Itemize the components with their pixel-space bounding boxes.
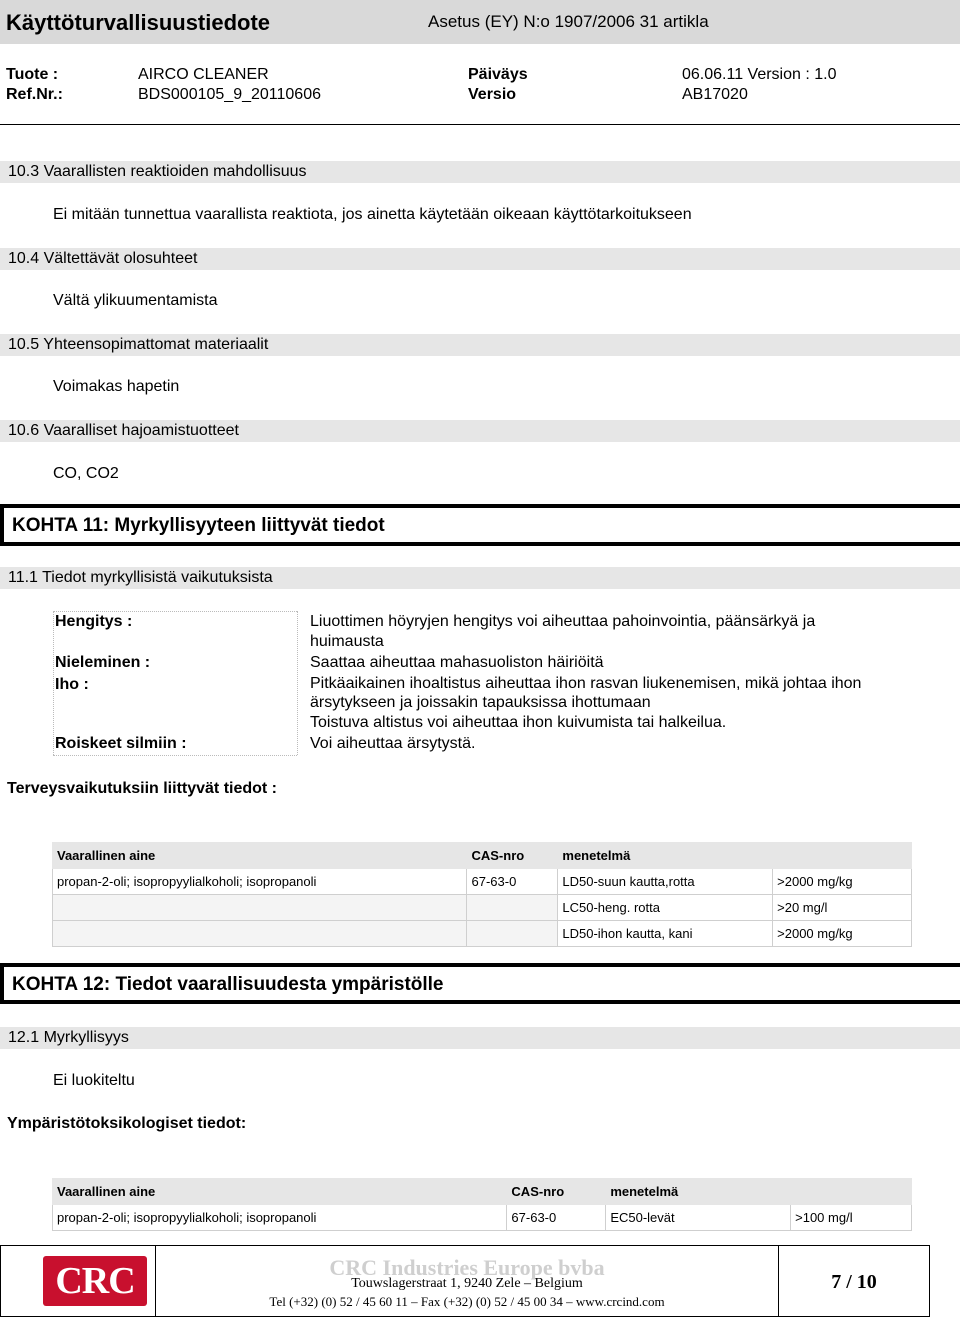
section-12-1-text: Ei luokiteltu: [53, 1072, 135, 1089]
section-10-4-heading: [0, 248, 960, 270]
silmiin-label: Roiskeet silmiin :: [55, 735, 187, 752]
table-cell: >20 mg/l: [773, 895, 912, 921]
tox-guide-line: [53, 611, 55, 755]
section-11-1-heading: [0, 567, 960, 589]
kohta-12-title: KOHTA 12: Tiedot vaarallisuudesta ympäristölle: [12, 974, 444, 995]
section-10-6-text: CO, CO2: [53, 465, 119, 482]
ref-label: Ref.Nr.:: [6, 86, 63, 103]
section-10-6-title: 10.6 Vaaralliset hajoamistuotteet: [8, 422, 239, 439]
table-cell: LD50-ihon kautta, kani: [558, 921, 773, 947]
date-value: 06.06.11 Version : 1.0: [682, 66, 837, 83]
section-12-1-title: 12.1 Myrkyllisyys: [8, 1029, 129, 1046]
header-cell-value: [773, 843, 912, 869]
table-row: [53, 921, 912, 947]
kohta-11-title: KOHTA 11: Myrkyllisyyteen liittyvät tiedot: [12, 515, 385, 536]
header-cell-method: menetelmä: [606, 1179, 791, 1205]
nieleminen-label: Nieleminen :: [55, 654, 151, 671]
crc-logo-text: CRC: [55, 1260, 135, 1302]
footer-contact: Tel (+32) (0) 52 / 45 60 11 – Fax (+32) (0) 52 / 45 00 34 – www.crcind.com: [269, 1294, 665, 1309]
tox-guide-line: [53, 755, 297, 756]
table-cell: >100 mg/l: [791, 1205, 912, 1231]
product-label: Tuote :: [6, 66, 59, 83]
table-cell: LD50-suun kautta,rotta: [558, 869, 773, 895]
iho-label: Iho :: [55, 676, 89, 693]
section-10-6-heading: [0, 420, 960, 442]
table-cell: [53, 895, 467, 921]
tox-guide-line: [297, 611, 299, 755]
section-12-1-heading: [0, 1027, 960, 1049]
iho-text-1: Pitkäaikainen ihoaltistus aiheuttaa ihon rasvan liukenemisen, mikä johtaa ihon: [310, 675, 862, 692]
kohta-12-box: [0, 963, 960, 1004]
section-10-4-title: 10.4 Vältettävät olosuhteet: [8, 250, 198, 267]
silmiin-text: Voi aiheuttaa ärsytystä.: [310, 735, 476, 752]
health-effects-heading: Terveysvaikutuksiin liittyvät tiedot :: [7, 780, 278, 797]
product-value: AIRCO CLEANER: [138, 66, 269, 83]
table-row: [53, 869, 912, 895]
table-cell: 67-63-0: [507, 1205, 606, 1231]
table-header-row: [53, 1179, 912, 1205]
table-cell: [467, 921, 558, 947]
table-row: [53, 895, 912, 921]
iho-text-2: ärsytykseen ja joissakin tapauksissa ihottumaan: [310, 694, 651, 711]
table-cell: propan-2-oli; isopropyylialkoholi; isopropanoli: [53, 1205, 507, 1231]
footer-address: Touwslagerstraat 1, 9240 Zele – Belgium: [351, 1276, 583, 1291]
section-10-5-text: Voimakas hapetin: [53, 378, 180, 395]
table-cell: propan-2-oli; isopropyylialkoholi; isopropanoli: [53, 869, 467, 895]
section-11-1-title: 11.1 Tiedot myrkyllisistä vaikutuksista: [8, 569, 273, 586]
section-10-3-title: 10.3 Vaarallisten reaktioiden mahdollisuus: [8, 163, 307, 180]
section-10-5-title: 10.5 Yhteensopimattomat materiaalit: [8, 336, 269, 353]
eco-toxicology-heading: Ympäristötoksikologiset tiedot:: [7, 1115, 247, 1132]
hengitys-text-2: huimausta: [310, 633, 384, 650]
table-cell: LC50-heng. rotta: [558, 895, 773, 921]
header-cell-cas: CAS-nro: [467, 843, 558, 869]
header-cell-substance: Vaarallinen aine: [53, 843, 467, 869]
table-row: [53, 1205, 912, 1231]
document-title: Käyttöturvallisuustiedote: [6, 10, 271, 35]
table-cell: 67-63-0: [467, 869, 558, 895]
nieleminen-text: Saattaa aiheuttaa mahasuoliston häiriöitä: [310, 654, 604, 671]
section-10-3-text: Ei mitään tunnettua vaarallista reaktiota, jos ainetta käytetään oikeaan käyttötarkoitukseen: [53, 206, 692, 223]
regulation-reference: Asetus (EY) N:o 1907/2006 31 artikla: [428, 12, 709, 31]
header-cell-value: [791, 1179, 912, 1205]
table-header-row: [53, 843, 912, 869]
section-10-5-heading: [0, 334, 960, 356]
table-cell: [53, 921, 467, 947]
kohta-11-box: [0, 504, 960, 546]
table-cell: EC50-levät: [606, 1205, 791, 1231]
health-effects-table: [52, 842, 912, 947]
version-label: Versio: [468, 86, 517, 103]
footer-company: CRC Industries Europe bvba: [329, 1255, 605, 1280]
section-10-3-heading: [0, 161, 960, 183]
tox-guide-line: [53, 611, 297, 612]
version-value: AB17020: [682, 86, 748, 103]
header-cell-substance: Vaarallinen aine: [53, 1179, 507, 1205]
ref-value: BDS000105_9_20110606: [138, 86, 321, 103]
table-cell: >2000 mg/kg: [773, 869, 912, 895]
section-10-4-text: Vältä ylikuumentamista: [53, 292, 218, 309]
table-cell: [467, 895, 558, 921]
date-label: Päiväys: [468, 66, 528, 83]
hengitys-text-1: Liuottimen höyryjen hengitys voi aiheuttaa pahoinvointia, päänsärkyä ja: [310, 613, 816, 630]
iho-text-3: Toistuva altistus voi aiheuttaa ihon kuivumista tai halkeilua.: [310, 714, 727, 731]
table-cell: >2000 mg/kg: [773, 921, 912, 947]
page-number: 7 / 10: [831, 1271, 877, 1293]
header-cell-method: menetelmä: [558, 843, 773, 869]
header-divider: [0, 124, 960, 125]
hengitys-label: Hengitys :: [55, 613, 133, 630]
eco-toxicology-table: [52, 1178, 912, 1231]
header-cell-cas: CAS-nro: [507, 1179, 606, 1205]
